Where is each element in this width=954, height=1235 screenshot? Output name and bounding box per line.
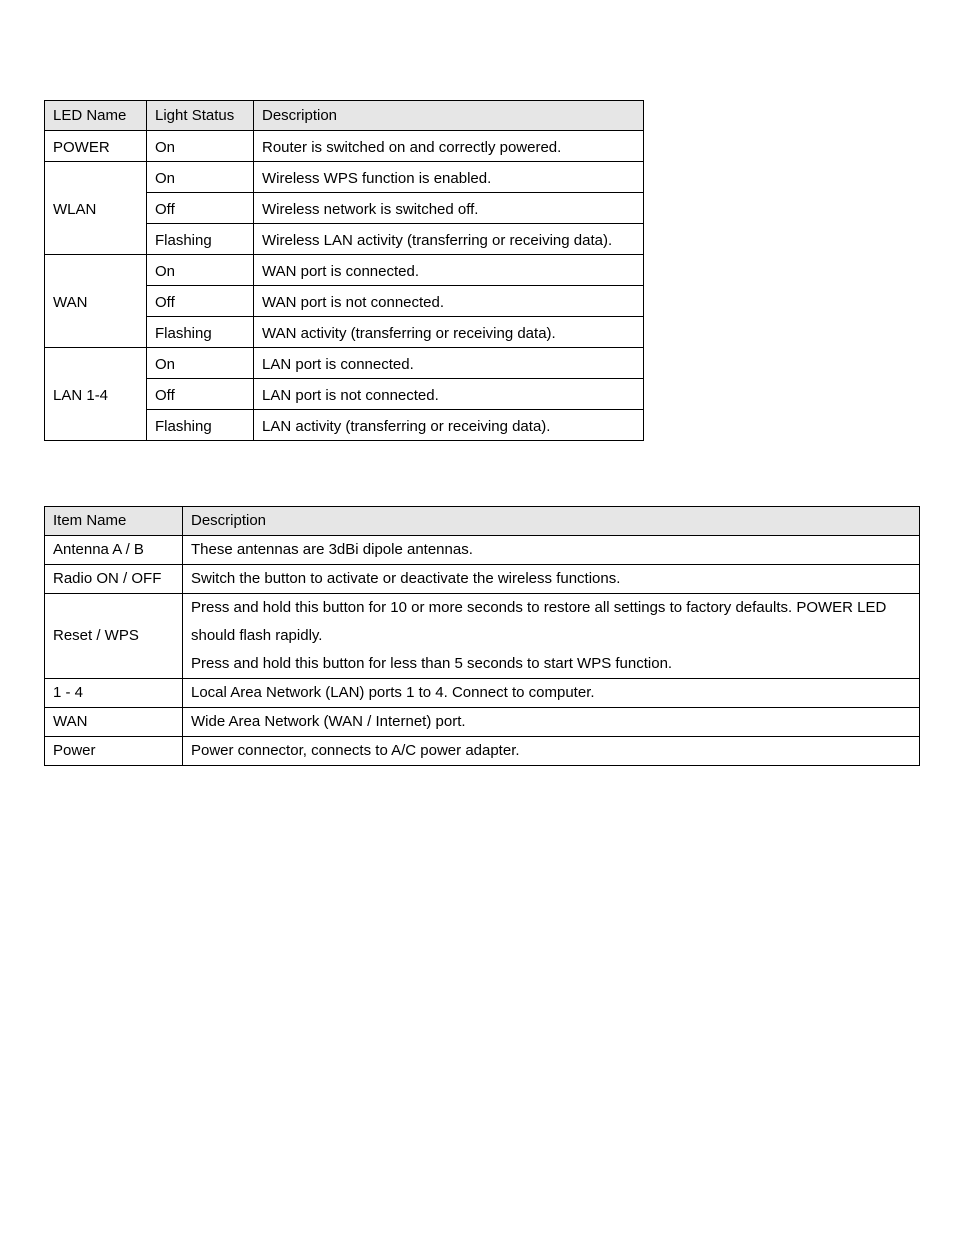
table-header-row	[45, 101, 644, 131]
description-line: Press and hold this button for less than 5 seconds to start WPS function.	[191, 655, 673, 672]
description-cell	[183, 594, 920, 679]
description-cell: Wireless network is switched off.	[254, 193, 644, 224]
light-status-cell: Flashing	[147, 317, 254, 348]
table-row	[45, 536, 920, 565]
description-cell: WAN port is connected.	[254, 255, 644, 286]
description-cell: Switch the button to activate or deactivate the wireless functions.	[183, 565, 920, 594]
description-cell: These antennas are 3dBi dipole antennas.	[183, 536, 920, 565]
description-cell: LAN port is not connected.	[254, 379, 644, 410]
light-status-cell: On	[147, 162, 254, 193]
item-name-cell: Power	[45, 737, 183, 766]
description-line: Press and hold this button for 10 or more seconds to restore all settings to factory defaults. POWER LED	[191, 599, 887, 616]
table-row	[45, 737, 920, 766]
column-header: Description	[254, 101, 644, 131]
item-name-cell: WAN	[45, 708, 183, 737]
column-header: Description	[183, 507, 920, 536]
led-name-cell: WLAN	[45, 162, 147, 255]
led-name-cell: LAN 1-4	[45, 348, 147, 441]
item-name-cell: Radio ON / OFF	[45, 565, 183, 594]
description-cell: Local Area Network (LAN) ports 1 to 4. Connect to computer.	[183, 679, 920, 708]
table-row	[45, 708, 920, 737]
led-name-cell: POWER	[45, 131, 147, 162]
item-name-cell: Antenna A / B	[45, 536, 183, 565]
description-cell: WAN activity (transferring or receiving data).	[254, 317, 644, 348]
column-header: Item Name	[45, 507, 183, 536]
light-status-cell: On	[147, 131, 254, 162]
led-status-table	[44, 100, 644, 441]
description-cell: LAN activity (transferring or receiving data).	[254, 410, 644, 441]
item-name-cell: 1 - 4	[45, 679, 183, 708]
description-cell: Wireless WPS function is enabled.	[254, 162, 644, 193]
table-row	[45, 348, 644, 379]
table-row	[45, 679, 920, 708]
light-status-cell: Off	[147, 193, 254, 224]
column-header: Light Status	[147, 101, 254, 131]
item-description-table	[44, 506, 920, 766]
table-row	[45, 131, 644, 162]
column-header: LED Name	[45, 101, 147, 131]
table-row	[45, 594, 920, 679]
table-row	[45, 255, 644, 286]
description-cell: LAN port is connected.	[254, 348, 644, 379]
led-name-cell: WAN	[45, 255, 147, 348]
table-header-row	[45, 507, 920, 536]
table-row	[45, 565, 920, 594]
item-name-cell: Reset / WPS	[45, 594, 183, 679]
description-line: should flash rapidly.	[191, 627, 323, 644]
description-cell: Router is switched on and correctly powered.	[254, 131, 644, 162]
table-row	[45, 162, 644, 193]
light-status-cell: On	[147, 348, 254, 379]
description-cell: Power connector, connects to A/C power adapter.	[183, 737, 920, 766]
light-status-cell: Off	[147, 379, 254, 410]
light-status-cell: Flashing	[147, 410, 254, 441]
description-cell: WAN port is not connected.	[254, 286, 644, 317]
description-cell: Wide Area Network (WAN / Internet) port.	[183, 708, 920, 737]
light-status-cell: Flashing	[147, 224, 254, 255]
description-cell: Wireless LAN activity (transferring or receiving data).	[254, 224, 644, 255]
light-status-cell: On	[147, 255, 254, 286]
light-status-cell: Off	[147, 286, 254, 317]
